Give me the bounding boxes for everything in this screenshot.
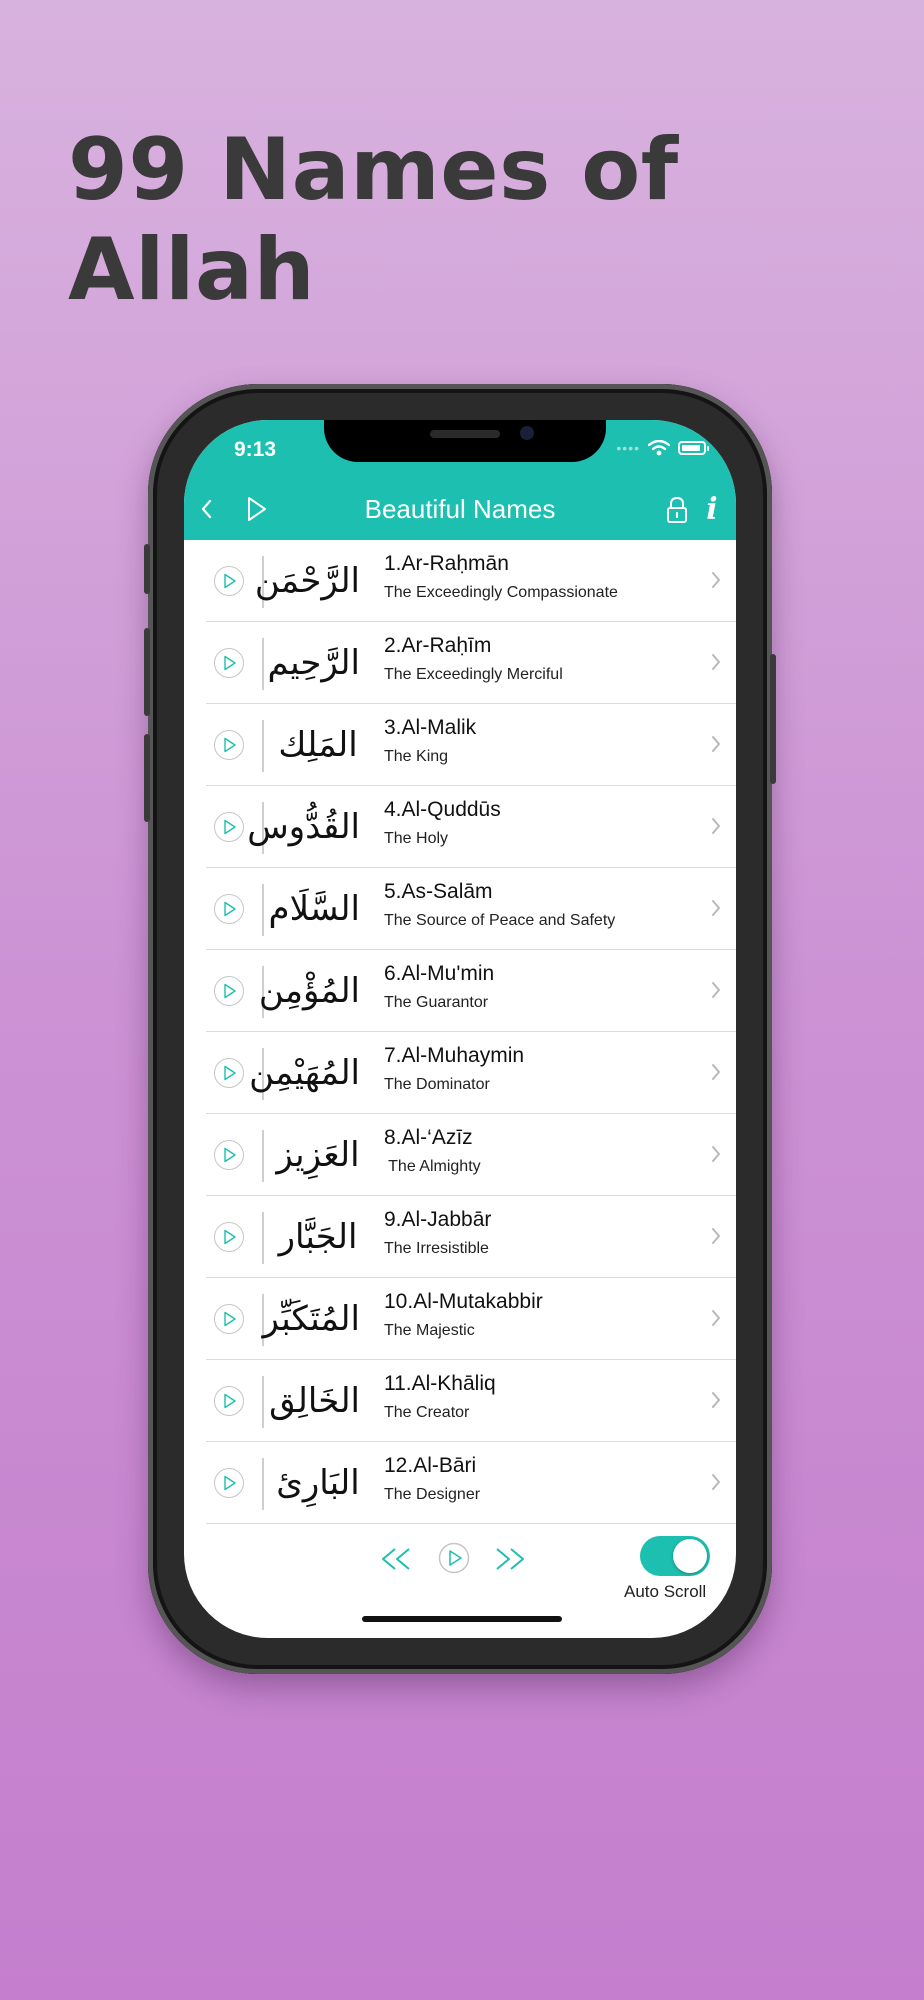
arabic-calligraphy: القُدُّوس — [247, 807, 360, 847]
name-meaning: The Majestic — [384, 1322, 475, 1339]
battery-icon — [678, 441, 706, 455]
row-divider — [262, 720, 264, 772]
row-divider — [262, 1212, 264, 1264]
play-circle-icon[interactable] — [214, 730, 244, 760]
arabic-calligraphy: المَلِك — [278, 725, 358, 765]
mute-switch — [144, 544, 150, 594]
play-circle-icon[interactable] — [214, 1386, 244, 1416]
notch — [324, 420, 606, 462]
row-divider — [262, 1376, 264, 1428]
front-camera — [520, 426, 534, 440]
name-meaning: The Creator — [384, 1404, 470, 1421]
play-circle-icon[interactable] — [214, 1140, 244, 1170]
speaker-grille — [430, 430, 500, 438]
list-item[interactable] — [184, 704, 736, 786]
list-item[interactable] — [184, 540, 736, 622]
name-meaning: The Holy — [384, 830, 449, 847]
nav-title: Beautiful Names — [364, 494, 556, 524]
signal-icon: •••• — [616, 440, 640, 456]
chevron-right-icon — [710, 1062, 722, 1082]
play-circle-icon[interactable] — [214, 566, 244, 596]
arabic-calligraphy: المُؤْمِن — [258, 971, 360, 1011]
rewind-icon[interactable] — [380, 1546, 412, 1572]
status-icons — [616, 440, 706, 456]
play-circle-icon[interactable] — [214, 1222, 244, 1252]
name-title: 3.Al-Malik — [384, 716, 477, 739]
playback-controls — [184, 1524, 736, 1604]
name-meaning: The Irresistible — [384, 1240, 489, 1257]
list-item[interactable] — [184, 1360, 736, 1442]
arabic-calligraphy: المُهَيْمِن — [249, 1053, 360, 1093]
lock-icon[interactable] — [666, 496, 688, 524]
auto-scroll-label: Auto Scroll — [624, 1582, 707, 1601]
headline: 99 Names of Allah — [68, 120, 679, 320]
list-item[interactable] — [184, 1032, 736, 1114]
name-title: 7.Al-Muhaymin — [384, 1044, 525, 1067]
arabic-calligraphy: الرَّحْمَن — [254, 561, 360, 601]
navigation-bar — [184, 420, 736, 540]
list-item[interactable] — [184, 1278, 736, 1360]
chevron-right-icon — [710, 816, 722, 836]
names-list — [184, 540, 736, 1524]
name-meaning: The Exceedingly Compassionate — [384, 584, 618, 601]
arabic-calligraphy: الخَالِق — [269, 1381, 360, 1421]
play-circle-icon[interactable] — [214, 648, 244, 678]
arabic-calligraphy: السَّلَام — [268, 889, 360, 929]
name-meaning: The Dominator — [384, 1076, 490, 1093]
volume-down-button — [144, 734, 150, 822]
row-divider — [262, 638, 264, 690]
status-time: 9:13 — [234, 438, 277, 461]
play-circle-icon[interactable] — [214, 894, 244, 924]
chevron-right-icon — [710, 898, 722, 918]
list-item[interactable] — [184, 622, 736, 704]
list-item[interactable] — [184, 786, 736, 868]
list-item[interactable] — [184, 1196, 736, 1278]
volume-up-button — [144, 628, 150, 716]
name-meaning: The King — [384, 748, 449, 765]
auto-scroll-toggle[interactable] — [640, 1536, 710, 1576]
toggle-knob — [673, 1539, 707, 1573]
chevron-right-icon — [710, 1226, 722, 1246]
name-meaning: The Guarantor — [384, 994, 489, 1011]
name-meaning: The Exceedingly Merciful — [384, 666, 563, 683]
chevron-right-icon — [710, 652, 722, 672]
play-circle-icon[interactable] — [214, 976, 244, 1006]
play-circle-icon[interactable] — [438, 1542, 470, 1574]
list-item[interactable] — [184, 950, 736, 1032]
power-button — [770, 654, 776, 784]
row-divider — [262, 1458, 264, 1510]
arabic-calligraphy: العَزِيز — [276, 1135, 360, 1175]
chevron-right-icon — [710, 734, 722, 754]
name-title: 8.Al-‘Azīz — [384, 1126, 473, 1149]
name-title: 2.Ar-Raḥīm — [384, 634, 492, 657]
name-title: 11.Al-Khāliq — [384, 1372, 496, 1395]
list-item[interactable] — [184, 868, 736, 950]
play-circle-icon[interactable] — [214, 1304, 244, 1334]
name-title: 12.Al-Bāri — [384, 1454, 477, 1477]
arabic-calligraphy: الجَبَّار — [278, 1217, 358, 1257]
list-item[interactable] — [184, 1442, 736, 1524]
arabic-calligraphy: الرَّحِيم — [267, 643, 360, 683]
name-title: 4.Al-Quddūs — [384, 798, 501, 821]
chevron-right-icon — [710, 1390, 722, 1410]
chevron-right-icon — [710, 1308, 722, 1328]
arabic-calligraphy: البَارِئ — [276, 1463, 360, 1503]
name-meaning: The Source of Peace and Safety — [384, 912, 616, 929]
arabic-calligraphy: المُتَكَبِّر — [262, 1299, 360, 1339]
info-icon[interactable]: i — [706, 492, 718, 527]
fast-forward-icon[interactable] — [494, 1546, 526, 1572]
name-meaning: The Almighty — [384, 1158, 481, 1175]
play-circle-icon[interactable] — [214, 1058, 244, 1088]
home-indicator — [362, 1616, 562, 1622]
row-divider — [262, 1130, 264, 1182]
name-title: 6.Al-Mu'min — [384, 962, 495, 985]
row-divider — [262, 884, 264, 936]
play-circle-icon[interactable] — [214, 1468, 244, 1498]
chevron-right-icon — [710, 1144, 722, 1164]
phone-screen — [184, 420, 736, 1638]
chevron-right-icon — [710, 570, 722, 590]
list-item[interactable] — [184, 1114, 736, 1196]
chevron-right-icon — [710, 1472, 722, 1492]
chevron-right-icon — [710, 980, 722, 1000]
name-title: 10.Al-Mutakabbir — [384, 1290, 543, 1313]
name-title: 1.Ar-Raḥmān — [384, 552, 509, 575]
play-circle-icon[interactable] — [214, 812, 244, 842]
name-title: 5.As-Salām — [384, 880, 493, 903]
name-meaning: The Designer — [384, 1486, 481, 1503]
phone-frame — [148, 384, 772, 1674]
wifi-icon — [648, 440, 670, 456]
name-title: 9.Al-Jabbār — [384, 1208, 492, 1231]
